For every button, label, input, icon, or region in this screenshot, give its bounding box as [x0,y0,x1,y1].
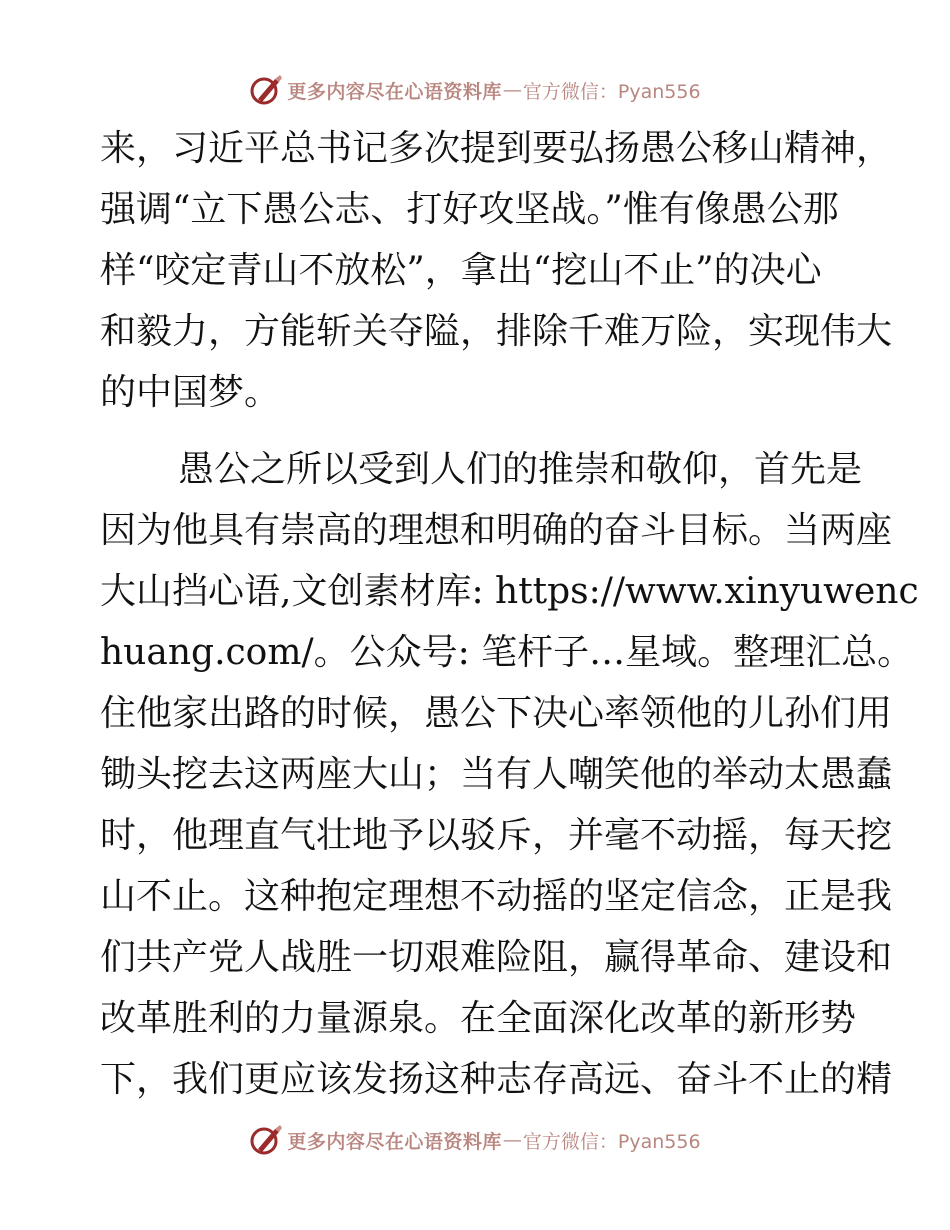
text-line: 强调“立下愚公志、打好攻坚战。”惟有像愚公那 [100,189,839,230]
banner-dash: — [502,79,522,101]
banner-dash: — [502,1129,522,1151]
pen-logo-icon [249,73,283,107]
text-line: 们共产党人战胜一切艰难险阻，赢得革命、建设和 [100,937,893,978]
text-line: 大山挡心语,文创素材库: https://www.xinyuwenc [100,571,919,612]
document-body [100,118,919,1110]
pen-logo-icon [249,1123,283,1157]
text-line: 的中国梦。 [100,372,281,413]
paragraph [100,439,919,1110]
text-line: 住他家出路的时候，愚公下决心率领他的儿孙们用 [100,693,893,734]
banner-wechat: 官方微信：Pyan556 [522,1130,701,1153]
text-line: 下，我们更应该发扬这种志存高远、奋斗不止的精 [100,1059,893,1100]
banner-wechat: 官方微信：Pyan556 [522,80,701,103]
text-line: 锄头挖去这两座大山；当有人嘲笑他的举动太愚蠢 [100,754,893,795]
text-line: 时，他理直气壮地予以驳斥，并毫不动摇，每天挖 [100,815,893,856]
text-line: 来，习近平总书记多次提到要弘扬愚公移山精神， [100,128,893,169]
text-line: 愚公之所以受到人们的推崇和敬仰，首先是 [178,449,863,490]
text-line: 因为他具有崇高的理想和明确的奋斗目标。当两座 [100,510,893,551]
text-line: 和毅力，方能斩关夺隘，排除千难万险，实现伟大 [100,311,893,352]
text-line: huang.com/。公众号: 笔杆子…星域。整理汇总。 [100,632,914,673]
text-line: 改革胜利的力量源泉。在全面深化改革的新形势 [100,998,857,1039]
footer-banner [0,1120,950,1160]
header-banner [0,70,950,110]
text-line: 样“咬定青山不放松”，拿出“挖山不止”的决心 [100,250,822,291]
banner-title: 更多内容尽在心语资料库 [287,80,502,103]
paragraph [100,118,893,423]
banner-title: 更多内容尽在心语资料库 [287,1130,502,1153]
text-line: 山不止。这种抱定理想不动摇的坚定信念，正是我 [100,876,893,917]
